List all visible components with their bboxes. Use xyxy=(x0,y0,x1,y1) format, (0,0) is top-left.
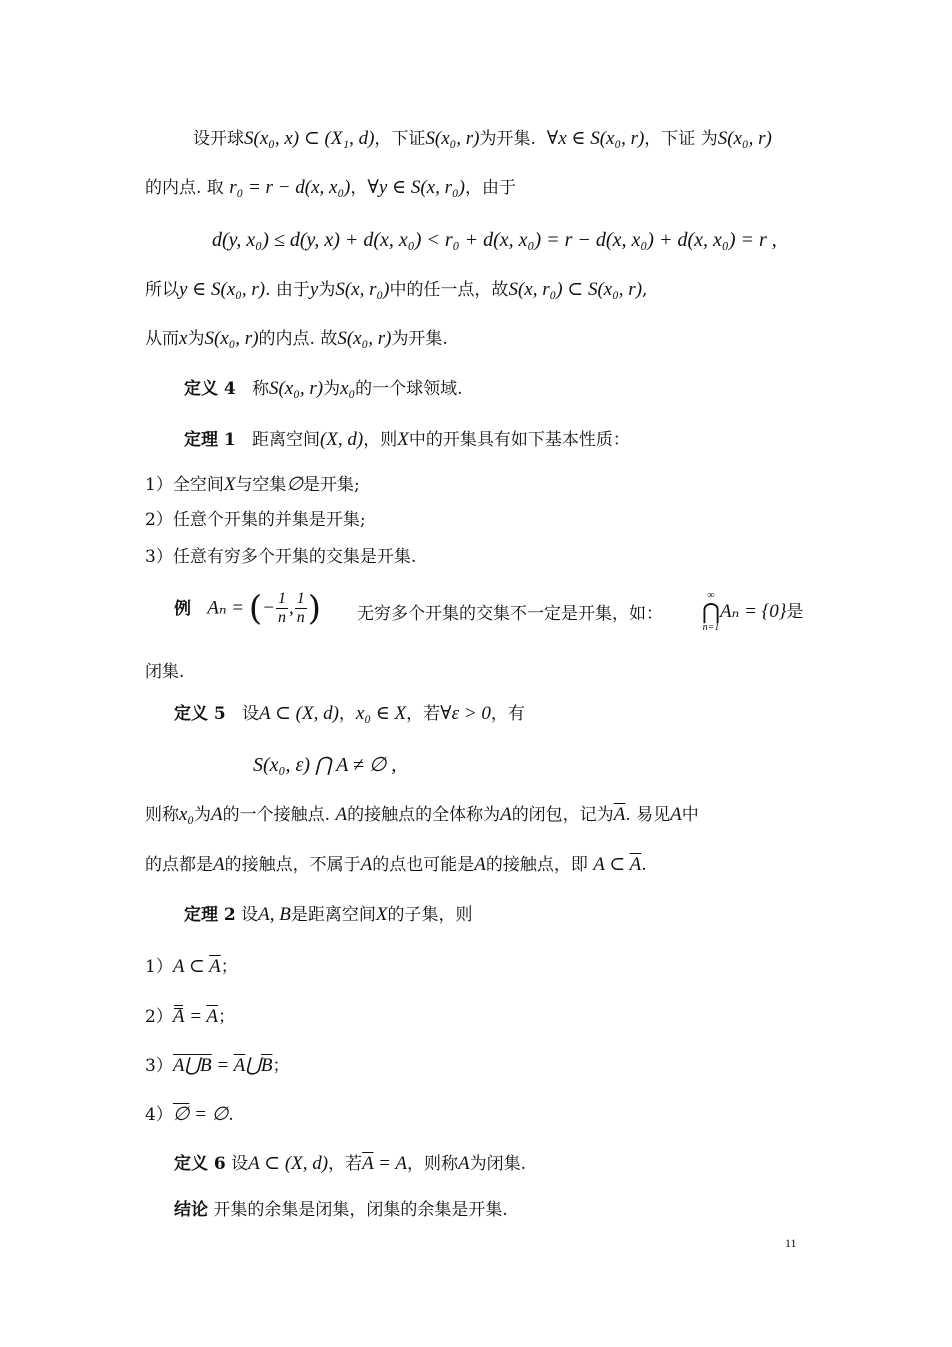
text: ，则 xyxy=(363,430,398,450)
fraction xyxy=(276,590,288,627)
text: 设 xyxy=(241,704,259,724)
equation-2: S(x₀, ε) ⋂ A ≠ ∅ , xyxy=(253,754,397,776)
closure-formula: $\overline{A}$ xyxy=(209,956,221,977)
cap-lower-limit: n=1 xyxy=(702,622,720,633)
theorem-2-item-2 xyxy=(145,1005,235,1029)
example: 例 Aₙ = (− $\frac{1}{n}$ , $\frac{1}{n}$ ) xyxy=(174,588,321,629)
example-text: 无穷多个开集的交集不一定是开集，如： xyxy=(357,604,663,624)
text: ； xyxy=(220,957,238,977)
text: 任意有穷多个开集的交集是开集. xyxy=(172,547,417,567)
text: ，下证 为 xyxy=(644,129,718,149)
item-number: 2） xyxy=(145,1007,173,1027)
cap-upper-limit: ∞ xyxy=(707,590,715,601)
formula: S(x₀, r) xyxy=(204,328,259,349)
formula: Aₙ = {0} xyxy=(720,601,787,622)
closure-formula: $\overline{A}$ xyxy=(206,1006,219,1027)
paragraph-6 xyxy=(145,853,647,877)
example-label: 例 xyxy=(174,598,191,619)
formula: A ⊂ (X, d) xyxy=(248,1153,329,1174)
formula: = ∅ xyxy=(189,1104,229,1125)
text: ，若 xyxy=(328,1154,363,1174)
fraction xyxy=(295,590,307,627)
definition-5 xyxy=(174,702,525,726)
text: 的一个接触点. xyxy=(222,805,331,825)
text: 为 xyxy=(318,280,336,300)
text: 的内点. 取 xyxy=(145,178,224,198)
formula: ∀x ∈ S(x₀, r) xyxy=(546,128,645,149)
text: ，由于 xyxy=(464,178,516,198)
formula: x₀ xyxy=(179,804,195,825)
formula: A xyxy=(500,804,512,825)
formula: = xyxy=(184,1006,207,1027)
item-number: 1） xyxy=(145,475,173,495)
text: 设 xyxy=(231,1154,249,1174)
formula: A xyxy=(670,804,682,825)
fraction-numerator: 1 xyxy=(277,590,286,607)
theorem-2 xyxy=(184,903,472,927)
text: 的子集，则 xyxy=(387,905,473,925)
text: 为 xyxy=(323,379,341,399)
text: . 由于 xyxy=(265,280,310,300)
formula: S(x₀, r) xyxy=(717,128,772,149)
theorem-2-item-3 xyxy=(145,1054,289,1078)
formula: y ∈ S(x₀, r) xyxy=(179,279,266,300)
theorem-1-item-2 xyxy=(145,508,366,532)
definition-label: 定义 5 xyxy=(174,704,226,724)
text: . xyxy=(228,1105,234,1125)
formula: A xyxy=(211,804,223,825)
formula: A xyxy=(213,854,225,875)
formula: S(x₀, r) xyxy=(337,328,392,349)
text: ，若 xyxy=(406,704,441,724)
text: 任意个开集的并集是开集; xyxy=(172,510,366,530)
text: 为 xyxy=(194,805,212,825)
closure-formula: $\overline{A}$ xyxy=(233,1055,246,1076)
theorem-2-item-1 xyxy=(145,955,238,979)
formula: x₀ xyxy=(340,378,356,399)
conclusion-label: 结论 xyxy=(174,1200,208,1220)
closure-formula: $\overline{A}$ xyxy=(629,854,642,875)
fraction-denominator: n xyxy=(277,609,286,626)
theorem-2-item-4 xyxy=(145,1103,234,1127)
closure-formula: $\overline{A}$ xyxy=(613,804,626,825)
text: 是距离空间 xyxy=(290,905,376,925)
formula: (X, d) xyxy=(319,429,364,450)
text: 与空集 xyxy=(235,475,287,495)
text: 的点都是 xyxy=(145,855,213,875)
theorem-1-item-3 xyxy=(145,545,416,569)
text: 设 xyxy=(241,905,259,925)
definition-label: 定义 4 xyxy=(184,379,236,399)
text: . xyxy=(641,855,647,875)
theorem-1-item-1 xyxy=(145,473,360,497)
formula: y xyxy=(309,279,319,300)
text: 的闭包，记为 xyxy=(511,805,614,825)
text: ，下证 xyxy=(374,129,426,149)
item-number: 1） xyxy=(145,957,173,977)
text: 开集的余集是闭集，闭集的余集是开集. xyxy=(213,1200,508,1220)
text: 距离空间 xyxy=(251,430,320,450)
example-continuation: 闭集. xyxy=(145,662,185,682)
closure-formula: $\overline{B}$ xyxy=(260,1055,273,1076)
theorem-label: 定理 2 xyxy=(184,905,236,925)
closure-formula: ∅ xyxy=(172,1104,190,1125)
double-closure-formula: A xyxy=(172,1006,185,1027)
formula: S(x, r₀) xyxy=(335,279,390,300)
formula: X xyxy=(397,429,409,450)
definition-4 xyxy=(184,377,463,401)
formula: = xyxy=(211,1055,234,1076)
fraction-numerator: 1 xyxy=(296,590,305,607)
formula: A ⊂ xyxy=(172,956,210,977)
formula: A xyxy=(335,804,348,825)
formula: ∅ xyxy=(286,474,303,495)
text: 中 xyxy=(681,805,699,825)
formula: X xyxy=(223,474,236,495)
paragraph-4 xyxy=(145,327,448,351)
text: 的内点. 故 xyxy=(258,329,338,349)
formula: r₀ = r − d(x, x₀) xyxy=(229,177,351,198)
text: 的一个球领域. xyxy=(355,379,463,399)
text: 是开集; xyxy=(303,475,360,495)
theorem-1 xyxy=(184,428,630,452)
conclusion xyxy=(174,1198,508,1222)
text: ； xyxy=(272,1056,290,1076)
example-intersection xyxy=(702,590,803,638)
formula: A xyxy=(457,1153,470,1174)
definition-label: 定义 6 xyxy=(174,1154,226,1174)
page-number: 11 xyxy=(785,1236,797,1250)
formula: = A xyxy=(373,1153,407,1174)
minus-sign: − xyxy=(262,597,275,619)
text: 中的开集具有如下基本性质： xyxy=(408,430,630,450)
theorem-label: 定理 1 xyxy=(184,430,236,450)
formula: x₀ ∈ X xyxy=(355,703,407,724)
item-number: 4） xyxy=(145,1105,173,1125)
formula: A ⊂ (X, d) xyxy=(258,703,339,724)
text: 的点也可能是 xyxy=(372,855,475,875)
text: 设开球 xyxy=(193,129,244,149)
union-symbol: ⋃ xyxy=(245,1055,261,1076)
text: . 易见 xyxy=(625,805,671,825)
text: ； xyxy=(218,1007,236,1027)
text: 为 xyxy=(187,329,205,349)
formula: S(x, r₀) ⊂ S(x₀, r) xyxy=(508,279,643,300)
definition-6 xyxy=(174,1152,526,1176)
text: 从而 xyxy=(145,329,179,349)
cap-symbol: ⋂ xyxy=(702,599,721,624)
text: 中的任一点，故 xyxy=(389,280,509,300)
text: 为开集. xyxy=(391,329,448,349)
text: 所以 xyxy=(145,280,179,300)
item-number: 2） xyxy=(145,510,173,530)
text: 是 xyxy=(786,602,804,622)
item-number: 3） xyxy=(145,1056,173,1076)
formula: ∀y ∈ S(x, r₀) xyxy=(367,177,465,198)
text: 为开集. xyxy=(479,129,536,149)
text: 的接触点的全体称为 xyxy=(347,805,501,825)
paragraph-2 xyxy=(145,176,516,200)
formula: S(x₀, r) xyxy=(268,378,324,399)
union-closure-formula: A⋃B xyxy=(172,1055,212,1076)
formula: S(x₀, r) xyxy=(425,128,480,149)
formula: S(x₀, x) ⊂ (X₁, d) xyxy=(244,128,375,149)
text: 为闭集. xyxy=(469,1154,526,1174)
paragraph-1 xyxy=(193,127,772,151)
text: ， xyxy=(350,178,368,198)
formula: ∀ε > 0 xyxy=(440,703,491,724)
formula: A xyxy=(360,854,373,875)
text: ， xyxy=(338,704,356,724)
text: , xyxy=(642,280,648,300)
equation-1: d(y, x₀) ≤ d(y, x) + d(x, x₀) < r₀ + d(x, x₀) = r − d(x, x₀) + d(x, x₀) = r , xyxy=(212,229,777,251)
paragraph-5 xyxy=(145,803,699,827)
formula: A, B xyxy=(258,904,291,925)
text: ，则称 xyxy=(406,1154,458,1174)
formula: A ⊂ xyxy=(593,854,630,875)
formula: x xyxy=(179,328,188,349)
formula: A xyxy=(474,854,486,875)
text: 的接触点，即 xyxy=(485,855,588,875)
item-number: 3） xyxy=(145,547,173,567)
text: ，有 xyxy=(490,704,525,724)
text: 的接触点，不属于 xyxy=(224,855,361,875)
formula: X xyxy=(375,904,388,925)
closure-formula: $\overline{A}$ xyxy=(362,1153,374,1174)
text: 全空间 xyxy=(172,475,224,495)
text: 则称 xyxy=(145,805,179,825)
paragraph-3 xyxy=(145,278,647,302)
fraction-denominator: n xyxy=(296,609,305,626)
formula: Aₙ = xyxy=(207,597,249,619)
text: 称 xyxy=(251,379,269,399)
big-intersection xyxy=(702,590,720,634)
